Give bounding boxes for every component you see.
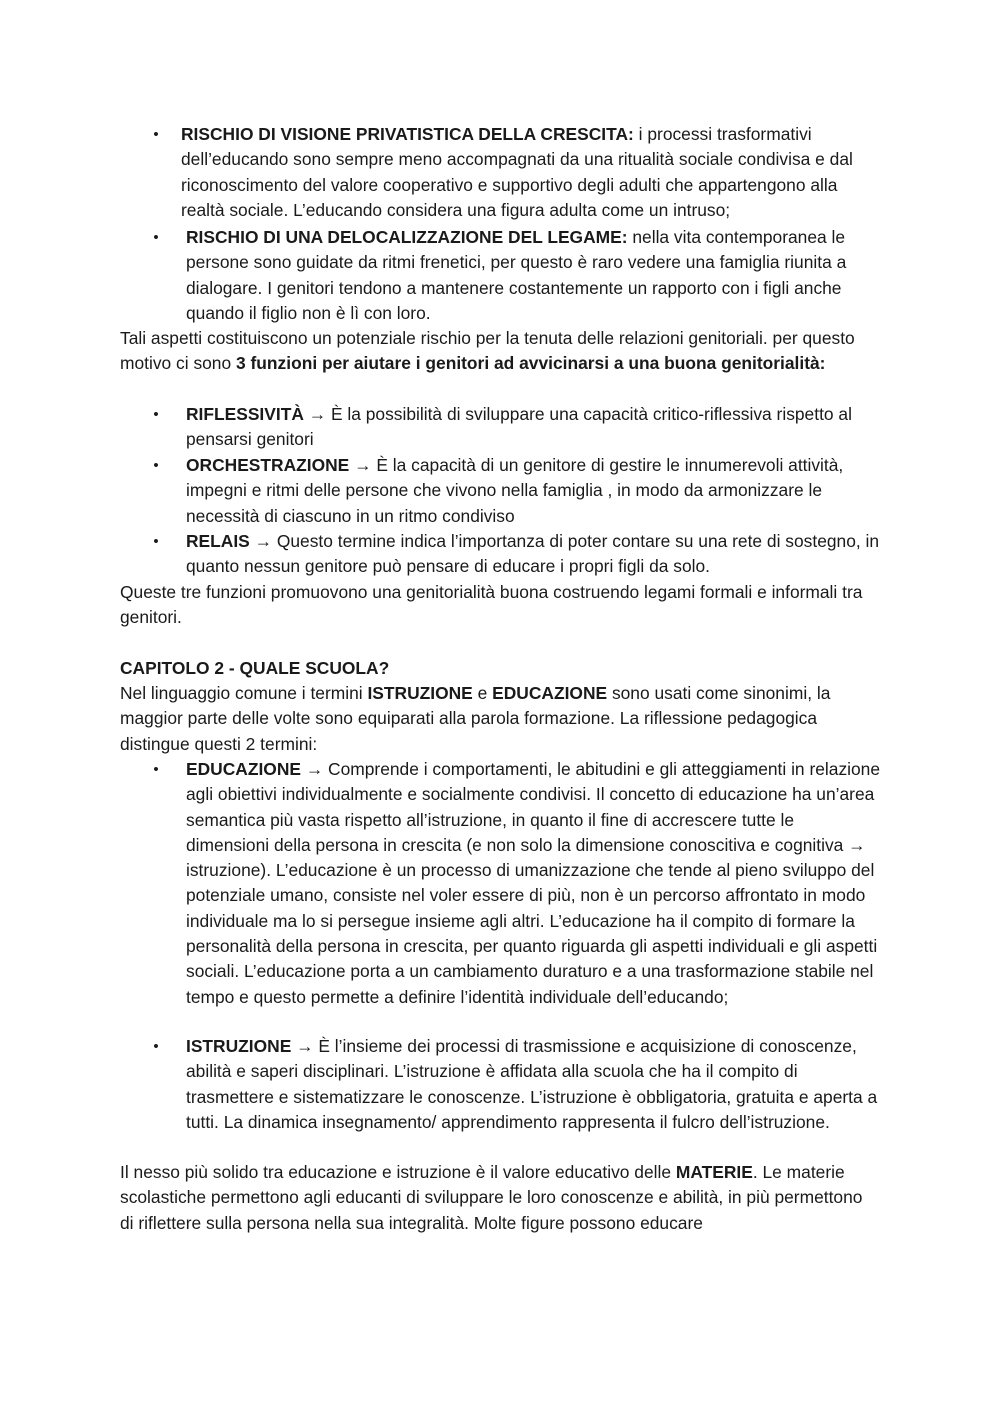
bullet-icon: • bbox=[153, 457, 159, 474]
bullet-icon: • bbox=[153, 126, 159, 143]
list-item-text: nella vita contemporanea le persone sono guidate da ritmi frenetici, per questo è raro vedere una famiglia riunita a dialogare. I genitori tendono a mantenere costantemente un rapporto con i figli anche quando il figlio non è lì con loro. bbox=[186, 227, 847, 323]
list-item-text: → È la capacità di un genitore di gestire le innumerevoli attività, impegni e ritmi delle persone che vivono nella famiglia , in modo da armonizzare le necessità di ciascuno in un ritmo condiviso bbox=[186, 455, 844, 526]
paragraph: Il nesso più solido tra educazione e istruzione è il valore educativo delle MATERIE. Le materie scolastiche permettono agli educanti di sviluppare le loro conoscenze e abilità, in più permettono di riflettere sulla persona nella sua integralità. Molte figure possono educare bbox=[120, 1162, 863, 1233]
list-item-term: RISCHIO DI UNA DELOCALIZZAZIONE DEL LEGAME: bbox=[186, 227, 628, 247]
list-item-term: RELAIS bbox=[186, 531, 250, 551]
chapter-heading: CAPITOLO 2 - QUALE SCUOLA? bbox=[120, 658, 390, 678]
list-item-text: → È l’insieme dei processi di trasmissione e acquisizione di conoscenze, abilità e saperi disciplinari. L’istruzione è affidata alla scuola che ha il compito di trasmettere e sistematizzare le conoscenze. L’istruzione è obbligatoria, gratuita e aperta a tutti. La dinamica insegnamento/ apprendimento rappresenta il fulcro dell’istruzione. bbox=[186, 1036, 878, 1132]
list-item-term: RIFLESSIVITÀ bbox=[186, 404, 304, 424]
list-item-text: → Comprende i comportamenti, le abitudini e gli atteggiamenti in relazione agli obiettivi individualmente e socialmente condivisi. Il concetto di educazione ha un’area semantica più vasta rispetto all’istruzione, in quanto il fine di accrescere tutte le dimensioni della persona in crescita (e non solo la dimensione conoscitiva e cognitiva → istruzione). L’educazione è un processo di umanizzazione che tende al pieno sviluppo del potenziale umano, consiste nel voler essere di più, non è un percorso affrontato in modo individuale ma lo si persegue insieme agli altri. L’educazione ha il compito di formare la personalità della persona in crescita, per quanto riguarda gli aspetti individuali e gli aspetti sociali. L’educazione porta a un cambiamento duraturo e a una trasformazione stabile nel tempo e questo permette a definire l’identità individuale dell’educando; bbox=[186, 759, 881, 1007]
paragraph: Queste tre funzioni promuovono una genitorialità buona costruendo legami formali e informali tra genitori. bbox=[120, 582, 863, 628]
bullet-icon: • bbox=[153, 533, 159, 550]
paragraph: Nel linguaggio comune i termini ISTRUZIONE e EDUCAZIONE sono usati come sinonimi, la maggior parte delle volte sono equiparati alla parola formazione. La riflessione pedagogica distingue questi 2 termini: bbox=[120, 683, 831, 754]
list-item-text: → È la possibilità di sviluppare una capacità critico-riflessiva rispetto al pensarsi genitori bbox=[186, 404, 852, 450]
bullet-icon: • bbox=[153, 1038, 159, 1055]
bullet-icon: • bbox=[153, 229, 159, 246]
list-item-term: ORCHESTRAZIONE bbox=[186, 455, 350, 475]
bullet-icon: • bbox=[153, 406, 159, 423]
list-item-term: ISTRUZIONE bbox=[186, 1036, 292, 1056]
list-item-term: EDUCAZIONE bbox=[186, 759, 301, 779]
list-item-text: i processi trasformativi dell’educando sono sempre meno accompagnati da una ritualità sociale condivisa e dal riconoscimento del valore cooperativo e supportivo degli adulti che appartengono alla realtà sociale. L’educando considera una figura adulta come un intruso; bbox=[181, 124, 853, 220]
list-item-text: → Questo termine indica l’importanza di poter contare su una rete di sostegno, in quanto nessun genitore può pensare di educare i propri figli da solo. bbox=[186, 531, 880, 577]
list-item-term: RISCHIO DI VISIONE PRIVATISTICA DELLA CRESCITA: bbox=[181, 124, 634, 144]
paragraph: Tali aspetti costituiscono un potenziale rischio per la tenuta delle relazioni genitoriali. per questo motivo ci sono 3 funzioni per aiutare i genitori ad avvicinarsi a una buona genitorialità: bbox=[120, 328, 855, 374]
bullet-icon: • bbox=[153, 761, 159, 778]
